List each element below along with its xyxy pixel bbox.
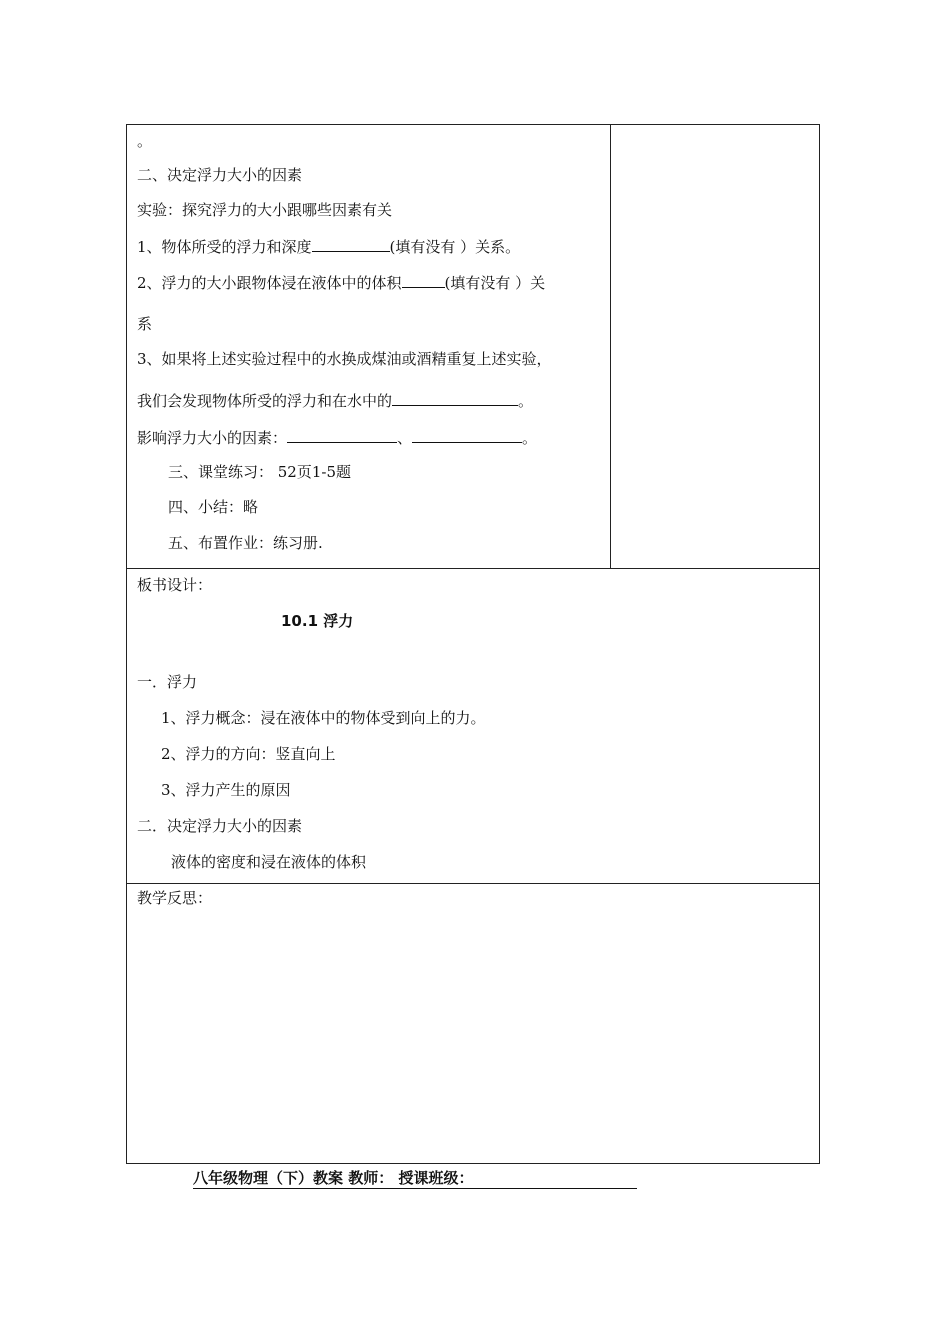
board-item-2: 2、浮力的方向：竖直向上 [161, 745, 336, 763]
homework: 五、布置作业：练习册. [168, 534, 323, 552]
question-1-suffix: (填有没有 ）关系。 [389, 238, 521, 256]
question-3-line-2 [137, 390, 533, 411]
leading-dot: 。 [137, 132, 153, 150]
board-design-label: 板书设计： [137, 576, 213, 594]
board-design-section [127, 569, 819, 884]
question-1-blank[interactable] [312, 236, 390, 252]
classroom-practice: 三、课堂练习： 52页1-5题 [168, 463, 352, 481]
question-3-line-1: 3、如果将上述实验过程中的水换成煤油或酒精重复上述实验， [137, 350, 552, 368]
board-item-4: 液体的密度和浸在液体的体积 [171, 853, 367, 871]
board-title: 10.1 浮力 [281, 612, 354, 630]
factors-line [137, 427, 537, 448]
teaching-process-section [127, 125, 819, 569]
question-2-continued: 系 [137, 315, 153, 333]
factor-1-blank[interactable] [287, 427, 397, 443]
question-2-text: 2、浮力的大小跟物体浸在液体中的体积 [137, 274, 402, 292]
factor-2-blank[interactable] [412, 427, 522, 443]
factors-suffix: 。 [522, 429, 538, 447]
board-heading-2: 二．决定浮力大小的因素 [137, 817, 303, 835]
teaching-reflection-section [127, 884, 819, 1163]
section-heading: 二、决定浮力大小的因素 [137, 166, 303, 184]
summary: 四、小结：略 [168, 498, 259, 516]
board-item-3: 3、浮力产生的原因 [161, 781, 291, 799]
question-3-blank[interactable] [392, 390, 518, 406]
question-1 [137, 236, 520, 257]
page-footer: 八年级物理（下）教案 教师： 授课班级： [193, 1168, 637, 1189]
experiment-title: 实验：探究浮力的大小跟哪些因素有关 [137, 201, 393, 219]
lesson-plan-table [126, 124, 820, 1164]
question-2-blank[interactable] [402, 272, 445, 288]
question-2-suffix: (填有没有 ）关 [444, 274, 546, 292]
column-divider [610, 125, 611, 569]
reflection-label: 教学反思： [137, 889, 213, 907]
board-item-1: 1、浮力概念：浸在液体中的物体受到向上的力。 [161, 709, 486, 727]
factors-text: 影响浮力大小的因素： [137, 429, 288, 447]
question-1-text: 1、物体所受的浮力和深度 [137, 238, 312, 256]
board-heading-1: 一．浮力 [137, 673, 198, 691]
question-3-suffix: 。 [518, 392, 534, 410]
question-3-text: 我们会发现物体所受的浮力和在水中的 [137, 392, 393, 410]
factors-separator: 、 [397, 429, 413, 447]
question-2 [137, 272, 545, 293]
